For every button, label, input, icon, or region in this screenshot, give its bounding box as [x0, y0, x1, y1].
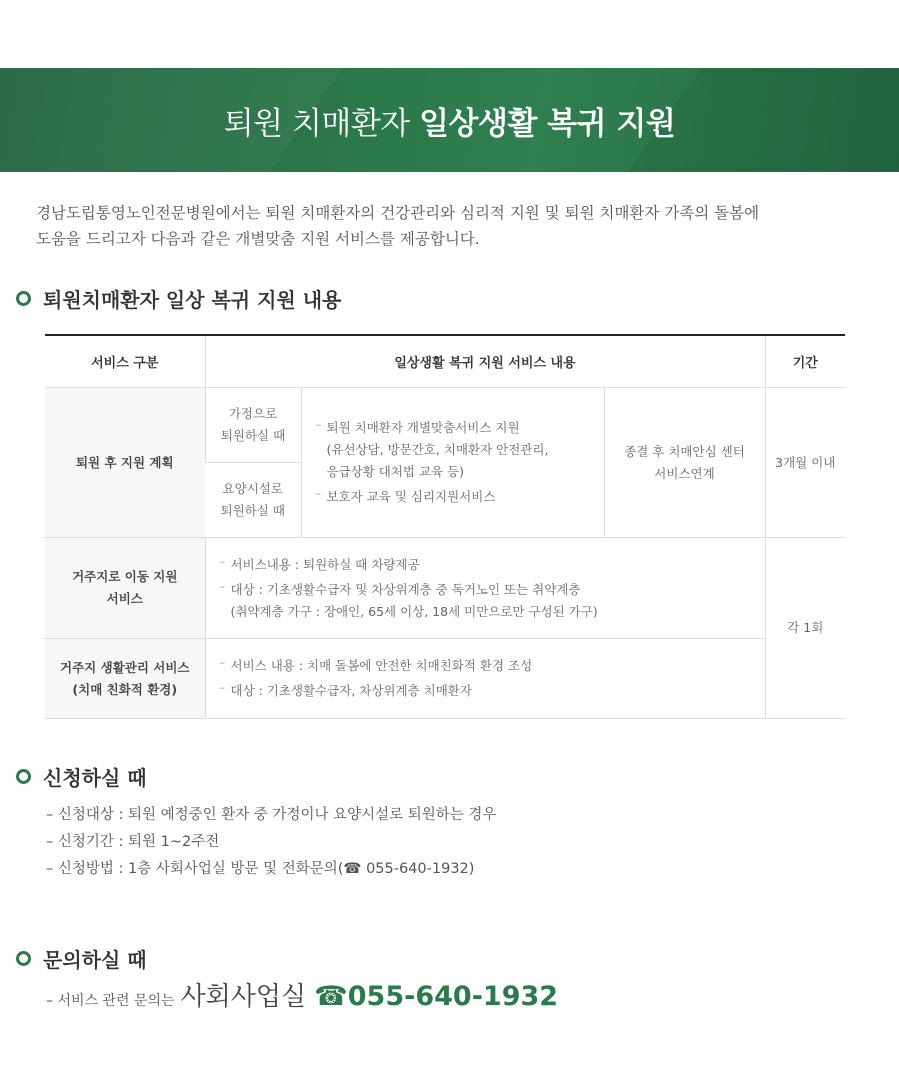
intro-line-2: 도움을 드리고자 다음과 같은 개별맞춤 지원 서비스를 제공합니다. [36, 230, 480, 248]
row1-period: 3개월 이내 [765, 388, 845, 538]
row1-sub-facility [205, 463, 301, 538]
list-item [220, 655, 765, 677]
row3-category-line1: 거주지 생활관리 서비스 [60, 659, 190, 675]
row2-category-line1: 거주지로 이동 지원 [72, 569, 178, 584]
row1-sub-facility-line2: 퇴원하실 때 [220, 503, 285, 518]
header-content: 일상생활 복귀 지원 서비스 내용 [205, 335, 765, 388]
row1-category: 퇴원 후 지원 계획 [45, 388, 205, 538]
row2-content-list [220, 554, 765, 623]
page-banner [0, 68, 899, 172]
row1-item2-line1: 보호자 교육 및 심리지원서비스 [326, 489, 496, 504]
intro-text [36, 200, 836, 252]
row3-item1-line1: 서비스 내용 : 치매 돌봄에 안전한 치매친화적 환경 조성 [230, 658, 533, 673]
row1-linkage-line2: 서비스연계 [654, 465, 715, 481]
apply-info-list [46, 802, 496, 883]
header-period: 기간 [765, 335, 845, 388]
row2-item2-line2: (취약계층 가구 : 장애인, 65세 이상, 18세 미만으로만 구성된 가구) [230, 603, 598, 619]
row2-category [45, 538, 205, 639]
list-item [220, 554, 765, 576]
row2-item2-line1: 대상 : 기초생활수급자 및 차상위계층 중 독거노인 또는 취약계층 [230, 581, 581, 597]
row2-category-line2: 서비스 [106, 591, 143, 606]
list-item [316, 417, 604, 483]
section-title-inquiry [16, 944, 147, 973]
row1-sub-facility-line1: 요양시설로 [222, 481, 283, 496]
intro-line-1: 경남도립통영노인전문병원에서는 퇴원 치매환자의 건강관리와 심리적 지원 및 퇴원 치매환자 가족의 돌봄에 [36, 204, 760, 222]
bullet-circle-icon [16, 291, 31, 306]
section-title-apply-text: 신청하실 때 [43, 766, 147, 790]
row1-item1-line2: (유선상담, 방문간호, 치매환자 안전관리, [326, 442, 549, 457]
row3-item2-line1: 대상 : 기초생활수급자, 차상위계층 치매환자 [230, 683, 472, 698]
contact-office: 사회사업실 [180, 982, 307, 1012]
list-item [316, 486, 604, 508]
contact-line [46, 976, 558, 1013]
row3-content [205, 639, 765, 719]
list-item: – 신청대상 : 퇴원 예정중인 환자 중 가정이나 요양시설로 퇴원하는 경우 [46, 807, 497, 823]
row1-sub-home [205, 388, 301, 463]
section-title-apply [16, 762, 147, 791]
row1-sub-home-line2: 퇴원하실 때 [220, 428, 286, 443]
row1-content [301, 388, 604, 538]
bullet-circle-icon [16, 769, 31, 784]
support-table [45, 334, 845, 719]
section-title-support-text: 퇴원치매환자 일상 복귀 지원 내용 [43, 288, 342, 312]
page-title [224, 98, 676, 143]
row3-category-line2: (치매 친화적 환경) [72, 681, 178, 697]
row2-content [205, 538, 765, 639]
row1-content-list [316, 417, 604, 508]
section-title-inquiry-text: 문의하실 때 [43, 948, 147, 972]
row3-category [45, 639, 205, 719]
table-header-row [45, 335, 845, 388]
row2-period: 각 1회 [765, 538, 845, 719]
row3-content-list [220, 655, 765, 702]
row2-item1-line1: 서비스내용 : 퇴원하실 때 차량제공 [230, 556, 420, 572]
row1-item1-line3: 응급상황 대처법 교육 등) [326, 464, 465, 479]
row1-sub-home-line1: 가정으로 [228, 406, 278, 421]
page-title-bold: 일상생활 복귀 지원 [419, 105, 676, 142]
list-item [220, 680, 765, 702]
page-title-regular: 퇴원 치매환자 [223, 105, 420, 142]
header-category: 서비스 구분 [45, 335, 205, 388]
list-item [220, 579, 765, 623]
row1-item1-line1: 퇴원 치매환자 개별맞춤서비스 지원 [326, 420, 520, 435]
table-row [45, 538, 845, 639]
contact-phone[interactable]: ☎055-640-1932 [314, 981, 559, 1012]
row1-linkage [604, 388, 765, 538]
contact-prefix: – 서비스 관련 문의는 [46, 993, 175, 1009]
row1-linkage-line1: 종결 후 치매안심 센터 [624, 443, 745, 459]
list-item: – 신청방법 : 1층 사회사업실 방문 및 전화문의(☎ 055-640-1932) [46, 861, 475, 877]
table-row [45, 388, 845, 463]
section-title-support [16, 284, 341, 313]
list-item: – 신청기간 : 퇴원 1~2주전 [46, 834, 220, 850]
bullet-circle-icon [16, 951, 31, 966]
table-row [45, 639, 845, 719]
